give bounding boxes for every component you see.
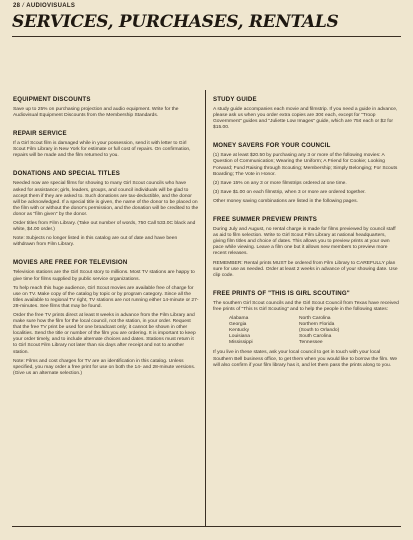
section-movies-are-free-for-television xyxy=(13,259,199,377)
section-paragraph: Order titles from Film Library. (Take out number of words, 750 Call 533.0C black and white, $4.00 order.) xyxy=(13,221,196,233)
section-paragraph: A study guide accompanies each movie and filmstrip. If you need a guide in advance, please ask us when you order extra copies are 30¢ each, except for "Troop Government" guides and "Juliette Low Images" guide, which are 75¢ each or $2 for $15.00. xyxy=(213,107,398,131)
section-free-summer-preview-prints xyxy=(213,216,399,279)
section-heading: MOVIES ARE FREE FOR TELEVISION xyxy=(13,259,128,267)
state-name: Northern Florida xyxy=(299,322,335,328)
section-paragraph: To help reach this huge audience, Girl Scout movies are available free of charge for use on TV. Make copy of the catalog by topic or by program category. Since all the titles available to regional TV right, TV stations are not running either 14-minute or 27-28-minutes. See films that may be found. xyxy=(13,285,199,309)
section-free-prints-of-this-is-girl-scouting xyxy=(213,290,399,369)
section-paragraph: (1) Save at least $20.50 by purchasing any 3 or more of the following movies: A Question of Communication; Wearing the Uniform; A Friend for Cookie; Looking Forward; Fund Raising through Scouting; Membership; Simply Belonging; For Scouts Boarding; The Vote in Honor. xyxy=(213,153,398,177)
section-paragraph: Other money saving combinations are listed in the following pages. xyxy=(213,198,358,204)
section-paragraph: Television stations are the Girl Scout story to millions. Most TV stations are happy to give time for films supplied by public service organizations. xyxy=(13,270,195,282)
state-list xyxy=(229,316,399,346)
section-money-savers-for-your-council xyxy=(213,142,399,205)
section-paragraph: Note: Subjects no longer listed in this catalog are out of date and have been withdrawn from Film Library. xyxy=(13,236,178,248)
state-name: Kentucky xyxy=(229,328,250,334)
section-equipment-discounts xyxy=(13,96,199,119)
state-name: Louisiana xyxy=(229,334,250,340)
section-paragraph: If a Girl Scout film is damaged while in your possession, send it with letter to Girl Scout Film Library in New York for estimate or full cost of repairs. On confirmation, repairs will be made and the film returned to you. xyxy=(13,141,191,159)
right-column xyxy=(213,96,399,380)
section-heading: FREE PRINTS OF "THIS IS GIRL SCOUTING" xyxy=(213,289,350,297)
section-study-guide xyxy=(213,96,399,131)
section-paragraph: REMEMBER: Rental prints MUST be ordered from Film Library to CAREFULLY plan sure for use as needed. Order at least 2 weeks in advance of your showing date. Use clip code. xyxy=(213,260,398,278)
section-heading: MONEY SAVERS FOR YOUR COUNCIL xyxy=(213,142,331,150)
section-donations-and-special-titles xyxy=(13,170,199,248)
section-paragraph: (3) Save $1.00 on each filmstrip, when 3 or more are ordered together. xyxy=(213,189,366,195)
section-heading: EQUIPMENT DISCOUNTS xyxy=(13,96,91,103)
section-heading: FREE SUMMER PREVIEW PRINTS xyxy=(213,216,318,224)
page-number: 28 xyxy=(13,3,21,9)
column-divider xyxy=(205,90,206,526)
section-heading: REPAIR SERVICE xyxy=(13,130,67,138)
section-heading: DONATIONS AND SPECIAL TITLES xyxy=(13,170,121,178)
section-paragraph: The southern Girl Scout councils and the Girl Scout Council from Texas have received free prints of "This Is Girl Scouting" and to help the people in the following states: xyxy=(213,300,399,312)
section-repair-service xyxy=(13,130,199,159)
state-name: Tennessee xyxy=(299,340,323,346)
state-name: Georgia xyxy=(229,322,247,328)
section-paragraph: Needed now are special films for showing to many Girl Scout councils who have asked for assistance; girls, leaders, groups, and council individuals will be glad to accept them if they are asked to. Such donations are tax-deductible, and the donor will be acknowledged. If a special title is given, the name of the donor to be placed on the film with or without the donor's permission, and the donation will be credited to the donor as "film given" by the donor. xyxy=(13,181,199,217)
section-paragraph: Note: Films and cost charges for TV are an identification in this catalog. Unless specified, you may order a free print for use on both the 14- and 28-minute versions. (Give us an alternate selection.) xyxy=(13,358,196,376)
left-column xyxy=(13,96,199,388)
running-head: 28 / AUDIOVISUALS xyxy=(13,3,76,9)
section-name: AUDIOVISUALS xyxy=(26,3,76,9)
section-paragraph: Save up to 25% on purchasing projection and audio equipment. Write for the Audiovisual Equipment Discounts from the Membership Standards. xyxy=(13,107,179,119)
bottom-rule xyxy=(12,526,401,527)
state-name: (South to Orlando) xyxy=(299,328,340,334)
section-paragraph: During July and August, no rental charge is made for films previewed by council staff as aid to film selection. Write to Girl Scout Film Library at national headquarters, giving film titles and choice of dates. This allows you to preview prints at your own pace while viewing. Leave a film one but it allows new members to preview more recent releases. xyxy=(213,227,396,257)
state-name: North Carolina xyxy=(299,315,331,321)
section-paragraph: Order the free TV prints direct at least 8 weeks in advance from the Film Library and make sure how the film for the local council, not the station, in your order. Request that the free TV print be used for one broadcast only; it cannot be shown in other localities. Send the title or number of the film you are ordering. It is important to keep your order timely, and to include alternate choices and dates. Stations must return it to Girl Scout Film Library not later than six days after receipt and not to another station. xyxy=(13,312,196,355)
state-name: South Carolina xyxy=(299,334,332,340)
section-heading: STUDY GUIDE xyxy=(213,96,257,103)
page-title: SERVICES, PURCHASES, RENTALS xyxy=(12,12,339,32)
state-name: Mississippi xyxy=(229,340,253,346)
top-rule xyxy=(12,36,401,37)
state-name: Alabama xyxy=(229,315,249,321)
state-list-row xyxy=(229,340,399,346)
section-closing-paragraph: If you live in these states, ask your local council to get in touch with your local Southern Bell business office, to get them when you would like to borrow the film. We will also confirm if your film library has it, and let them pass the prints along to you. xyxy=(213,350,398,368)
section-paragraph: (2) Save 15% on any 3 or more filmstrips ordered at one time. xyxy=(213,180,347,186)
